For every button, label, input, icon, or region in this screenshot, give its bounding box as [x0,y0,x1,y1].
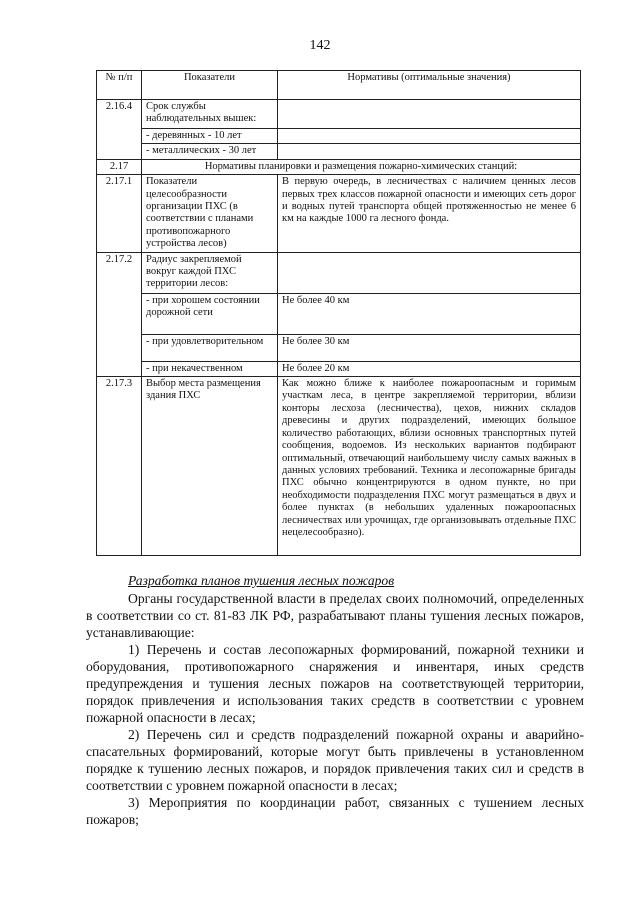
table-row [97,334,581,361]
row-num: 2.17.3 [97,377,142,556]
norms-table [96,70,581,556]
row-label: Радиус закрепляемой вокруг каждой ПХС территории лесов: [142,252,278,293]
row-num: 2.17.2 [97,252,142,376]
row-value [278,144,581,159]
row-label: Показатели целесообразности организации ПХС (в соответствии с планами противопожарного устройства лесов) [142,175,278,252]
row-value: В первую очередь, в лесничествах с наличием ценных лесов первых трех классов пожарной опасности и имеющих сеть дорог и водных путей транспорта общей протяженностью не менее 6 км на каждые 1000 га лесного фонда. [278,175,581,252]
row-sublabel: - деревянных - 10 лет [142,129,278,144]
table-row [97,293,581,334]
body-text [86,572,584,828]
row-value: Не более 30 км [278,334,581,361]
table-header-row [97,71,581,100]
table-row [97,252,581,293]
table-row [97,361,581,376]
paragraph-item-1: 1) Перечень и состав лесопожарных формирований, пожарной техники и оборудования, противопожарного снаряжения и инвентаря, иных средств предупреждения и тушения лесных пожаров на соответствующей территории, порядок привлечения и использования таких средств в соответствии с уровнем пожарной опасности в лесах; [86,642,584,725]
table-row [97,159,581,174]
row-sublabel: - при удовлетворительном [142,334,278,361]
row-num: 2.17 [97,159,142,174]
page-number: 142 [309,38,331,53]
row-sublabel: - металлических - 30 лет [142,144,278,159]
header-num: № п/п [97,71,142,100]
row-value: Как можно ближе к наиболее пожароопасным и горимым участкам леса, в центре закрепляемой территории, вблизи конторы лесхоза (лесничества), цехов, нижних складов древесины и других подразделений, имеющих большое количество работающих, вблизи основных транспортных путей сообщения, водоемов. Из нескольких вариантов подбирают оптимальный, отвечающий наибольшему числу самых важных в данных условиях требований. Техника и лесопожарные бригады ПХС обычно концентрируются в одном пункте, но при необходимости подразделения ПХС могут размещаться в двух и более пунктах (в небольших удаленных пожароопасных лесничествах или урочищах, где организовывать отдельные ПХС нецелесообразно). [278,377,581,556]
row-label: Выбор места размещения здания ПХС [142,377,278,556]
row-value [278,100,581,129]
row-num: 2.16.4 [97,100,142,160]
paragraph-item-2: 2) Перечень сил и средств подразделений пожарной охраны и аварийно-спасательных формирований, которые могут быть привлечены в установленном порядке к тушению лесных пожаров, и порядок привлечения таких сил и средств в соответствии с уровнем пожарной опасности в лесах; [86,727,584,793]
section-heading: Разработка планов тушения лесных пожаров [128,573,395,588]
header-norms: Нормативы (оптимальные значения) [278,71,581,100]
row-value [278,129,581,144]
table-row [97,129,581,144]
row-value: Не более 20 км [278,361,581,376]
row-value: Не более 40 км [278,293,581,334]
row-value [278,252,581,293]
table-row [97,377,581,556]
table-row [97,144,581,159]
row-label: Срок службы наблюдательных вышек: [142,100,278,129]
row-num: 2.17.1 [97,175,142,252]
row-sublabel: - при хорошем состоянии дорожной сети [142,293,278,334]
table-row [97,175,581,252]
paragraph-item-3: 3) Мероприятия по координации работ, связанных с тушением лесных пожаров; [86,795,584,827]
header-indicators: Показатели [142,71,278,100]
paragraph-intro: Органы государственной власти в пределах своих полномочий, определенных в соответствии со ст. 81-83 ЛК РФ, разрабатывают планы тушения лесных пожаров, устанавливающие: [86,591,584,640]
table-row [97,100,581,129]
section-row-label: Нормативы планировки и размещения пожарно-химических станций: [142,159,581,174]
row-sublabel: - при некачественном [142,361,278,376]
